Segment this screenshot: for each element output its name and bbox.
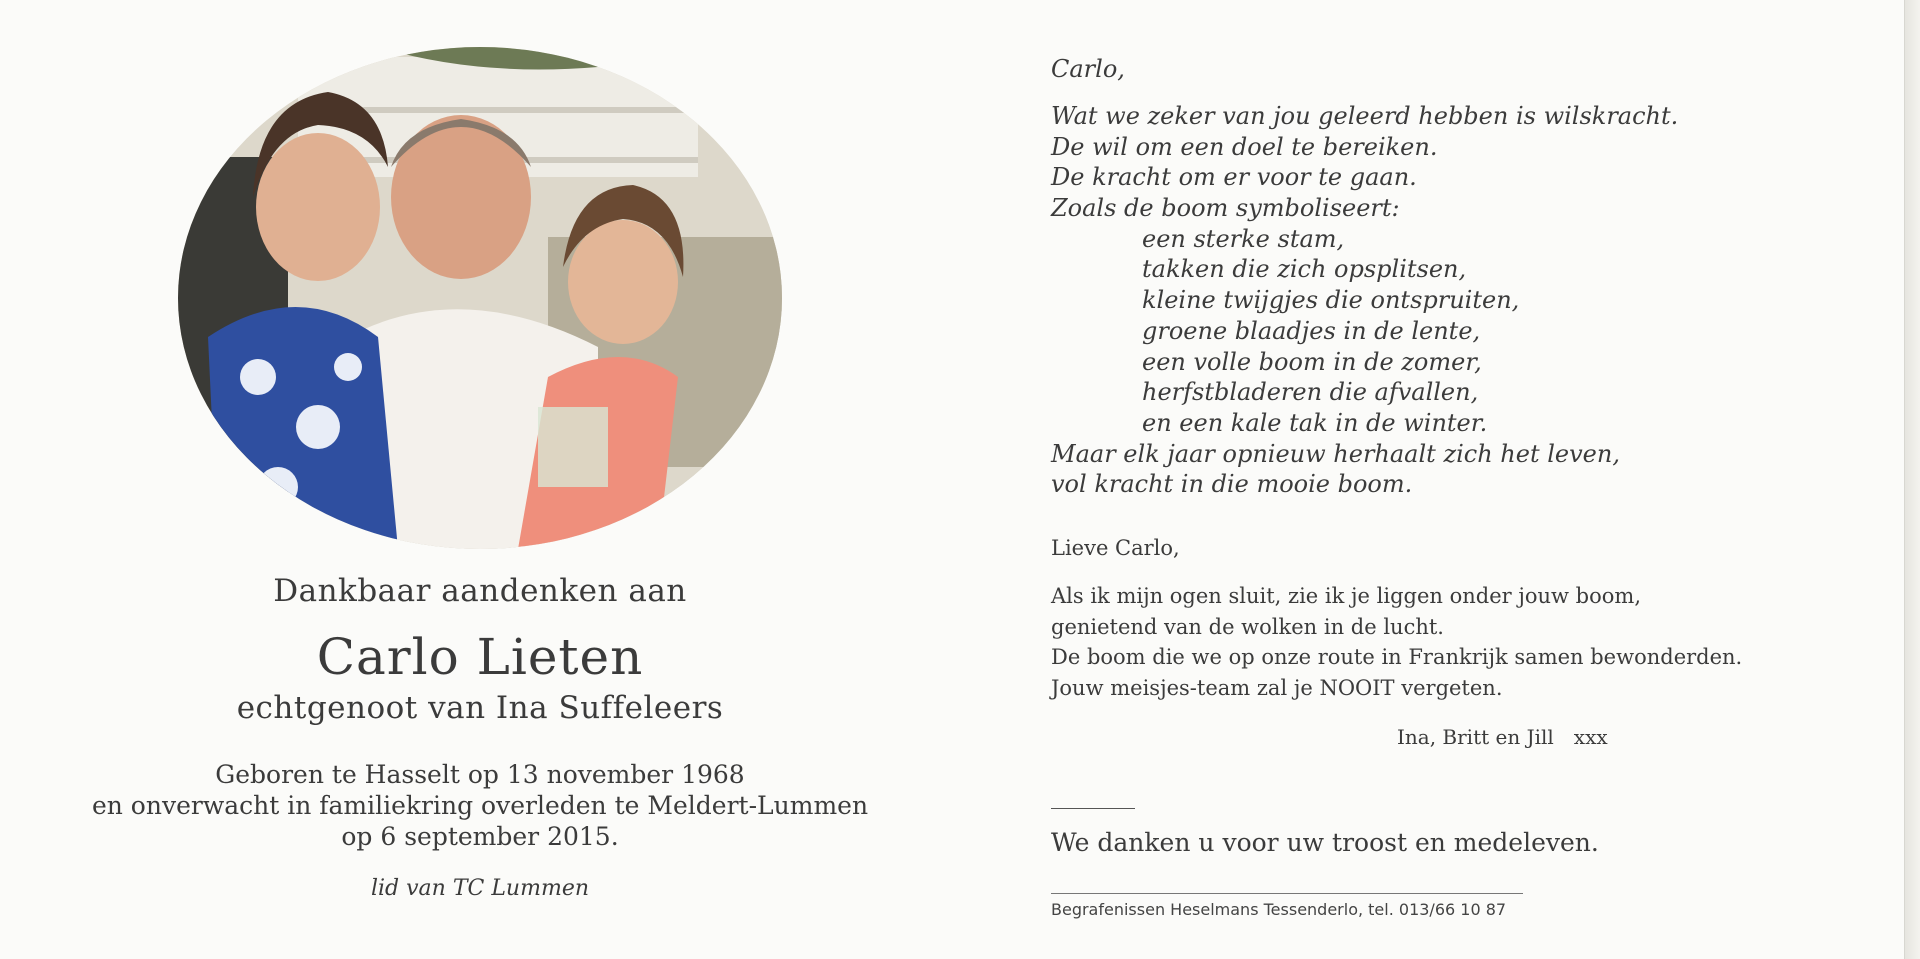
- poem: [1051, 101, 1678, 500]
- thanks-line: We danken u voor uw troost en medeleven.: [1051, 828, 1599, 857]
- deceased-name: Carlo Lieten: [316, 628, 644, 686]
- poem-greeting: Carlo,: [1051, 55, 1125, 83]
- poem-line: takken die zich opsplitsen,: [1142, 255, 1467, 284]
- birth-line: Geboren te Hasselt op 13 november 1968: [215, 760, 745, 789]
- undertaker-credit: Begrafenissen Heselmans Tessenderlo, tel. 013/66 10 87: [1051, 900, 1507, 919]
- signoff-names: Ina, Britt en Jill: [1397, 725, 1554, 749]
- family-photo-illustration: [178, 47, 782, 549]
- poem-line: kleine twijgjes die ontspruiten,: [1142, 286, 1520, 315]
- poem-line: een sterke stam,: [1142, 224, 1345, 253]
- spouse-line: echtgenoot van Ina Suffeleers: [236, 690, 724, 726]
- birth-death-details: [0, 759, 960, 852]
- letter-line: genietend van de wolken in de lucht.: [1051, 614, 1444, 639]
- club-membership: lid van TC Lummen: [370, 876, 590, 901]
- poem-line: groene blaadjes in de lente,: [1142, 316, 1481, 345]
- poem-line: een volle boom in de zomer,: [1142, 347, 1482, 376]
- letter-line: Als ik mijn ogen sluit, zie ik je liggen onder jouw boom,: [1051, 584, 1641, 608]
- letter-greeting: Lieve Carlo,: [1051, 536, 1180, 560]
- poem-line: De kracht om er voor te gaan.: [1051, 163, 1417, 192]
- letter-line: Jouw meisjes-team zal je NOOIT vergeten.: [1051, 676, 1503, 701]
- divider-long: [1051, 893, 1523, 894]
- poem-line: Wat we zeker van jou geleerd hebben is wilskracht.: [1051, 102, 1679, 130]
- letter: [1051, 581, 1742, 704]
- dedication-heading: Dankbaar aandenken aan: [273, 573, 687, 609]
- poem-line: en een kale tak in de winter.: [1142, 408, 1488, 437]
- poem-line: herfstbladeren die afvallen,: [1142, 378, 1479, 407]
- death-line: en onverwacht in familiekring overleden te Meldert-Lummen: [91, 791, 869, 820]
- signoff-kisses: xxx: [1573, 725, 1608, 749]
- letter-line: De boom die we op onze route in Frankrijk samen bewonderden.: [1051, 645, 1743, 670]
- card-edge: [1904, 0, 1920, 959]
- signoff: [1397, 725, 1608, 749]
- poem-line: Maar elk jaar opnieuw herhaalt zich het leven,: [1051, 439, 1620, 468]
- portrait-photo: [178, 47, 782, 549]
- poem-line: De wil om een doel te bereiken.: [1051, 132, 1438, 161]
- poem-line: Zoals de boom symboliseert:: [1051, 194, 1400, 223]
- poem-line: vol kracht in die mooie boom.: [1051, 470, 1413, 499]
- death-date-line: op 6 september 2015.: [341, 822, 619, 851]
- divider-short: [1051, 808, 1135, 809]
